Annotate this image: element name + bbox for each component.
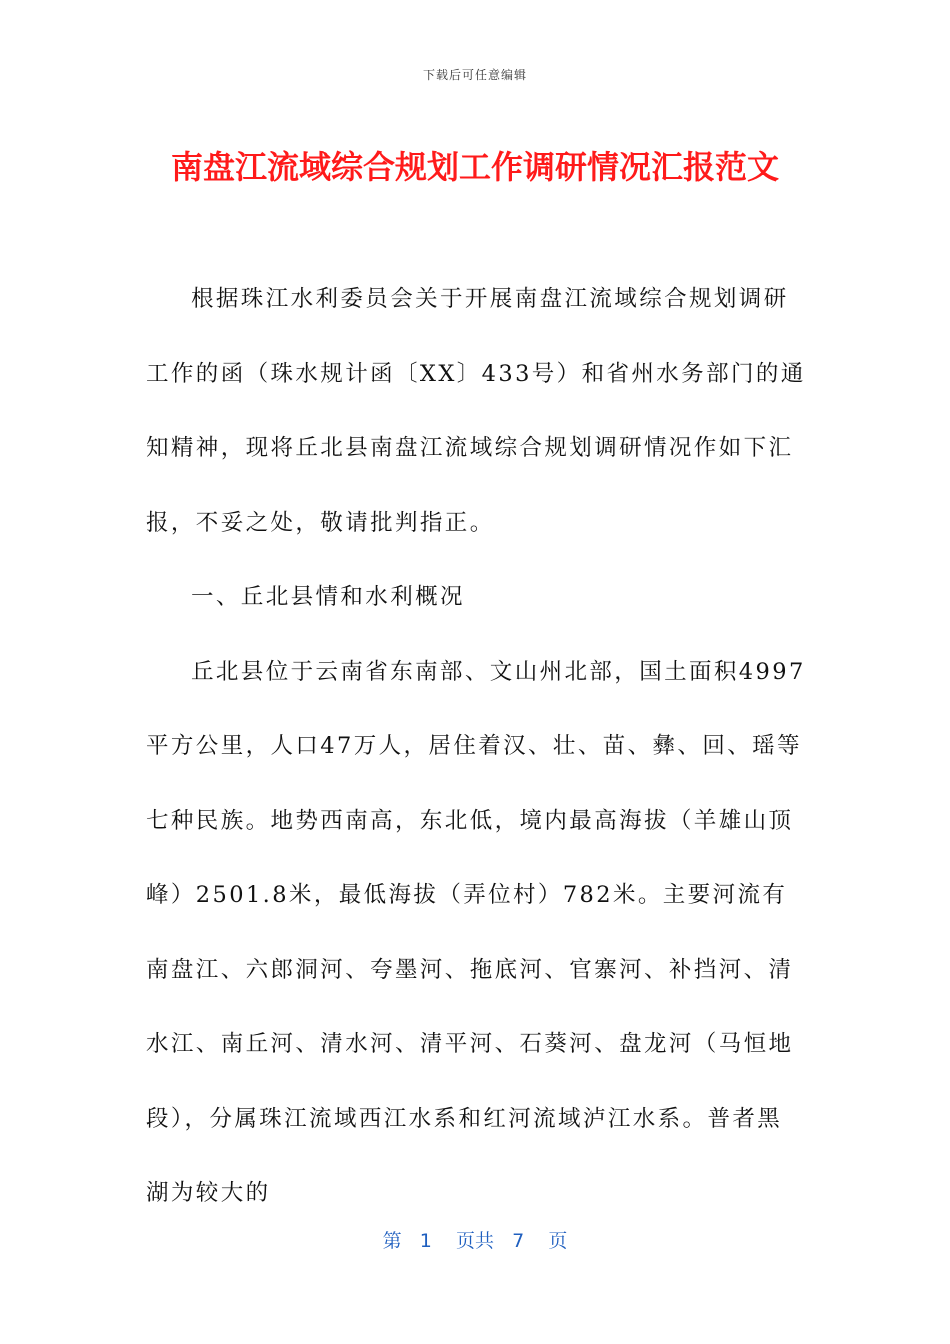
section-heading-1: 一、丘北县情和水利概况 [191, 584, 465, 610]
footer-middle: 页共 [455, 1230, 494, 1252]
document-title: 南盘江流域综合规划工作调研情况汇报范文 [170, 148, 779, 186]
paragraph-intro: 根据珠江水利委员会关于开展南盘江流域综合规划调研工作的函（珠水规计函〔XX〕433号）和省州水务部门的通知精神，现将丘北县南盘江流域综合规划调研情况作如下汇报，不妥之处，敬请批判指正。 [146, 286, 806, 536]
footer-current-page: 1 [419, 1230, 432, 1252]
document-body [146, 262, 806, 1231]
paragraph-county-overview: 丘北县位于云南省东南部、文山州北部，国土面积4997平方公里，人口47万人，居住着汉、壮、苗、彝、回、瑶等七种民族。地势西南高，东北低，境内最高海拔（羊雄山顶峰）2501.8米，最低海拔（弄位村）782米。主要河流有南盘江、六郎洞河、夸墨河、拖底河、官寨河、补挡河、清水江、南丘河、清水河、清平河、石葵河、盘龙河（马恒地段），分属珠江流域西江水系和红河流域泸江水系。普者黑湖为较大的 [146, 658, 806, 1206]
page-number-footer [0, 1226, 950, 1253]
footer-suffix: 页 [548, 1230, 568, 1252]
footer-total-pages: 7 [512, 1230, 525, 1252]
footer-prefix: 第 [382, 1230, 402, 1252]
page-header-note: 下载后可任意编辑 [422, 68, 527, 82]
